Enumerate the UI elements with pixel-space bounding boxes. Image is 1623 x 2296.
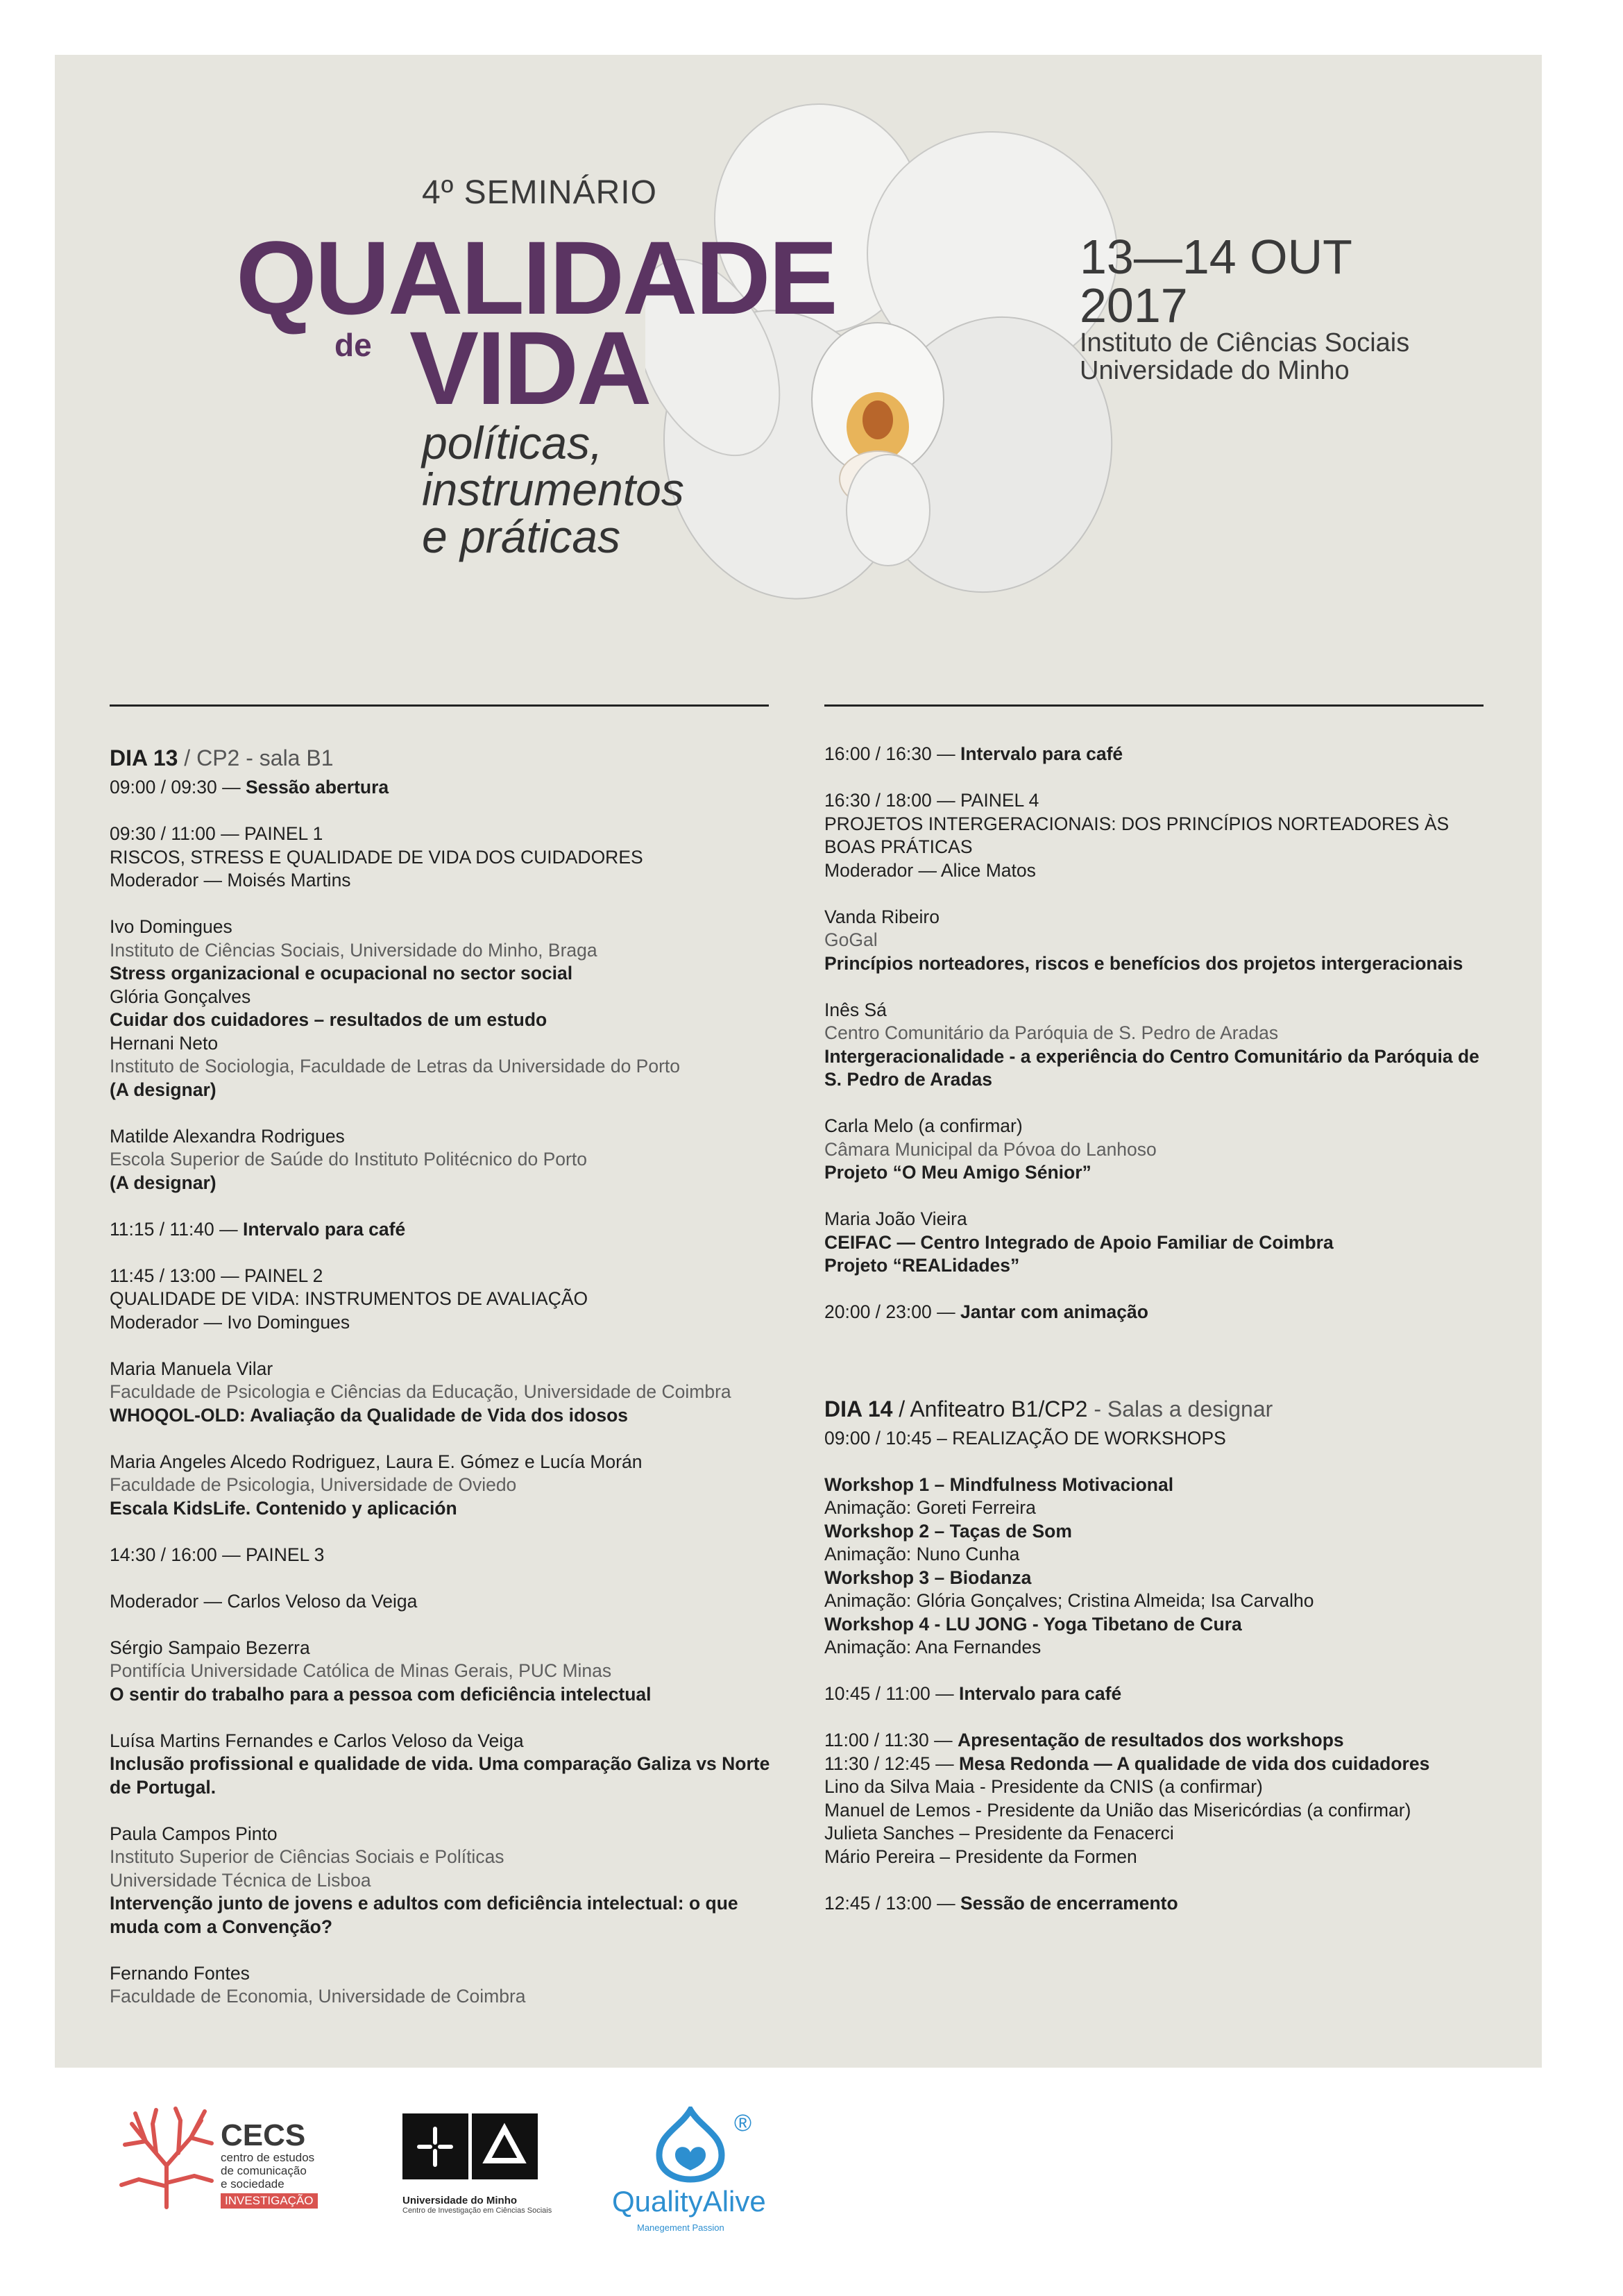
orchid-illustration [645, 94, 1145, 635]
speaker-institution: Pontifícia Universidade Católica de Minas Gerais, PUC Minas [110, 1660, 612, 1681]
speaker-name: Hernani Neto [110, 1032, 219, 1054]
panel-title: RISCOS, STRESS E QUALIDADE DE VIDA DOS CUIDADORES [110, 846, 643, 868]
cecs-subtitle: de comunicação [221, 2164, 307, 2177]
speaker-name: Paula Campos Pinto [110, 1823, 278, 1844]
speaker-institution: Instituto de Ciências Sociais, Universidade do Minho, Braga [110, 939, 597, 961]
moderator: Moderador — Ivo Domingues [110, 1311, 350, 1333]
speaker-name: Matilde Alexandra Rodrigues [110, 1125, 345, 1147]
uminho-subtitle: Centro de Investigação em Ciências Sociais [402, 2206, 552, 2215]
time: 09:00 / 09:30 — [110, 777, 246, 797]
session-title: Sessão de encerramento [960, 1892, 1178, 1914]
session-title: Apresentação de resultados dos workshops [958, 1730, 1344, 1750]
cecs-name: CECS [221, 2118, 306, 2152]
talk-title: Projeto “O Meu Amigo Sénior” [824, 1162, 1091, 1183]
cecs-logo [221, 2120, 318, 2209]
time: 11:15 / 11:40 — [110, 1218, 244, 1240]
speaker-name: Sérgio Sampaio Bezerra [110, 1637, 310, 1658]
divider-left [110, 704, 769, 707]
speaker-name: Maria Angeles Alcedo Rodriguez, Laura E. Gómez e Lucía Morán [110, 1451, 643, 1472]
event-date-year: 2017 [1080, 278, 1188, 332]
workshop-host: Animação: Ana Fernandes [824, 1637, 1042, 1657]
workshop-host: Animação: Nuno Cunha [824, 1544, 1020, 1564]
day-heading [824, 1394, 1490, 1424]
roundtable-member: Lino da Silva Maia - Presidente da CNIS (a confirmar) [824, 1776, 1263, 1797]
day-heading [110, 743, 776, 773]
talk-title: WHOQOL-OLD: Avaliação da Qualidade de Vida dos idosos [110, 1404, 629, 1426]
day-title: DIA 13 [110, 745, 178, 770]
venue-line: Instituto de Ciências Sociais [1080, 328, 1410, 357]
time: 11:00 / 11:30 — [824, 1730, 958, 1750]
title-de: de [334, 327, 372, 363]
speaker-name: Fernando Fontes [110, 1962, 250, 1984]
registered-mark: ® [734, 2110, 752, 2136]
time: 20:00 / 23:00 — [824, 1301, 960, 1322]
talk-title: Projeto “REALidades” [824, 1255, 1020, 1276]
cecs-subtitle: e sociedade [221, 2177, 284, 2191]
venue-line: Universidade do Minho [1080, 355, 1350, 385]
session-title: Intervalo para café [958, 1683, 1122, 1704]
talk-title: O sentir do trabalho para a pessoa com deficiência intelectual [110, 1683, 652, 1705]
schedule-item [824, 1892, 1490, 1916]
speaker-institution: Escola Superior de Saúde do Instituto Politécnico do Porto [110, 1149, 587, 1170]
subtitle-line: políticas, [422, 417, 603, 469]
schedule-item [824, 1753, 1490, 1776]
talk-title: Princípios norteadores, riscos e benefícios dos projetos intergeracionais [824, 952, 1463, 974]
panel-time: 16:30 / 18:00 — PAINEL 4 [824, 790, 1039, 811]
roundtable-member: Julieta Sanches – Presidente da Fenacerci [824, 1823, 1174, 1843]
qualityalive-icon [649, 2107, 732, 2183]
subtitle [422, 417, 684, 562]
time: 16:00 / 16:30 — [824, 743, 960, 764]
talk-title: Escala KidsLife. Contenido y aplicación [110, 1497, 457, 1519]
qualityalive-name: QualityAlive [612, 2185, 766, 2218]
speaker-name: Vanda Ribeiro [824, 906, 940, 927]
moderator: Moderador — Moisés Martins [110, 870, 351, 890]
title-vida: VIDA [409, 310, 650, 426]
speaker-institution: Instituto de Sociologia, Faculdade de Letras da Universidade do Porto [110, 1056, 681, 1077]
panel-time: 11:45 / 13:00 — PAINEL 2 [110, 1265, 323, 1286]
speaker-name: Maria João Vieira [824, 1208, 967, 1229]
talk-title: CEIFAC — Centro Integrado de Apoio Familiar de Coimbra [824, 1231, 1334, 1253]
speaker-name: Ivo Domingues [110, 916, 232, 937]
day-location: / CP2 - sala B1 [178, 745, 334, 770]
speaker-institution: Faculdade de Psicologia e Ciências da Educação, Universidade de Coimbra [110, 1381, 731, 1402]
cecs-coral-icon [114, 2103, 219, 2214]
talk-title: Inclusão profissional e qualidade de vida. Uma comparação Galiza vs Norte de Portugal. [110, 1753, 770, 1798]
event-date [1080, 230, 1352, 332]
speaker-name: Luísa Martins Fernandes e Carlos Veloso da Veiga [110, 1730, 524, 1751]
title-qualidade: QUALIDADE [236, 219, 836, 336]
panel-title: PROJETOS INTERGERACIONAIS: DOS PRINCÍPIOS NORTEADORES ÀS BOAS PRÁTICAS [824, 813, 1450, 857]
panel-time: 14:30 / 16:00 — PAINEL 3 [110, 1544, 325, 1565]
schedule-item [110, 776, 776, 800]
schedule-item [824, 1682, 1490, 1706]
talk-title: Cuidar dos cuidadores – resultados de um estudo [110, 1009, 547, 1030]
uminho-logo [402, 2195, 552, 2215]
session-title: Intervalo para café [243, 1218, 406, 1240]
program-day13 [110, 743, 776, 2009]
subtitle-line: instrumentos [422, 464, 684, 516]
talk-title: Intervenção junto de jovens e adultos com deficiência intelectual: o que muda com a Convenção? [110, 1893, 738, 1937]
speaker-institution: GoGal [824, 929, 878, 950]
panel-time: 09:30 / 11:00 — PAINEL 1 [110, 823, 323, 844]
session-title: Mesa Redonda — A qualidade de vida dos cuidadores [958, 1753, 1430, 1774]
workshop-title: Workshop 1 – Mindfulness Motivacional [824, 1474, 1174, 1495]
session-title: Sessão abertura [245, 777, 389, 797]
schedule-item [110, 1218, 776, 1242]
panel-time: 09:00 / 10:45 – REALIZAÇÃO DE WORKSHOPS [824, 1427, 1226, 1449]
speaker-name: Carla Melo (a confirmar) [824, 1115, 1023, 1136]
time: 12:45 / 13:00 — [824, 1892, 960, 1914]
uminho-emblem-icon [402, 2113, 538, 2179]
moderator: Moderador — Carlos Veloso da Veiga [110, 1590, 418, 1612]
qualityalive-tagline: Manegement Passion [637, 2222, 724, 2233]
schedule-item [824, 1301, 1490, 1324]
workshop-host: Animação: Goreti Ferreira [824, 1497, 1036, 1518]
panel-title: QUALIDADE DE VIDA: INSTRUMENTOS DE AVALIAÇÃO [110, 1288, 588, 1309]
time: 11:30 / 12:45 — [824, 1753, 959, 1774]
workshop-title: Workshop 2 – Taças de Som [824, 1520, 1072, 1542]
talk-title: (A designar) [110, 1172, 216, 1193]
cecs-tag: INVESTIGAÇÃO [221, 2193, 318, 2209]
schedule-item [824, 1729, 1490, 1753]
speaker-institution: Universidade Técnica de Lisboa [110, 1869, 371, 1891]
program-day13-afternoon-day14 [824, 743, 1490, 1915]
speaker-name: Inês Sá [824, 999, 887, 1020]
roundtable-member: Mário Pereira – Presidente da Formen [824, 1846, 1137, 1867]
cecs-subtitle: centro de estudos [221, 2151, 315, 2164]
speaker-name: Glória Gonçalves [110, 986, 251, 1007]
day-title: DIA 14 [824, 1396, 893, 1421]
uminho-name: Universidade do Minho [402, 2195, 518, 2206]
talk-title: (A designar) [110, 1079, 216, 1100]
schedule-item [824, 743, 1490, 766]
day-location: / Anfiteatro B1/CP2 [892, 1396, 1088, 1421]
moderator: Moderador — Alice Matos [824, 859, 1036, 881]
divider-right [824, 704, 1484, 707]
speaker-institution: Centro Comunitário da Paróquia de S. Pedro de Aradas [824, 1022, 1279, 1043]
event-date-days: 13—14 OUT [1080, 230, 1352, 284]
speaker-institution: Faculdade de Economia, Universidade de Coimbra [110, 1986, 526, 2007]
roundtable-member: Manuel de Lemos - Presidente da União das Misericórdias (a confirmar) [824, 1799, 1411, 1821]
session-title: Jantar com animação [960, 1301, 1148, 1322]
speaker-name: Maria Manuela Vilar [110, 1358, 273, 1379]
speaker-institution: Instituto Superior de Ciências Sociais e Políticas [110, 1846, 504, 1867]
speaker-institution: Câmara Municipal da Póvoa do Lanhoso [824, 1138, 1157, 1160]
session-title: Intervalo para café [960, 743, 1123, 764]
event-venue [1080, 330, 1409, 385]
talk-title: Stress organizacional e ocupacional no sector social [110, 963, 573, 984]
day-rooms: - Salas a designar [1087, 1396, 1273, 1421]
talk-title: Intergeracionalidade - a experiência do Centro Comunitário da Paróquia de S. Pedro de Aradas [824, 1045, 1479, 1090]
workshop-host: Animação: Glória Gonçalves; Cristina Almeida; Isa Carvalho [824, 1590, 1314, 1611]
seminar-kicker: 4º SEMINÁRIO [422, 174, 657, 211]
time: 10:45 / 11:00 — [824, 1683, 959, 1704]
workshop-title: Workshop 3 – Biodanza [824, 1567, 1032, 1588]
speaker-institution: Faculdade de Psicologia, Universidade de Oviedo [110, 1474, 517, 1495]
subtitle-line: e práticas [422, 510, 621, 562]
workshop-title: Workshop 4 - LU JONG - Yoga Tibetano de Cura [824, 1613, 1242, 1635]
